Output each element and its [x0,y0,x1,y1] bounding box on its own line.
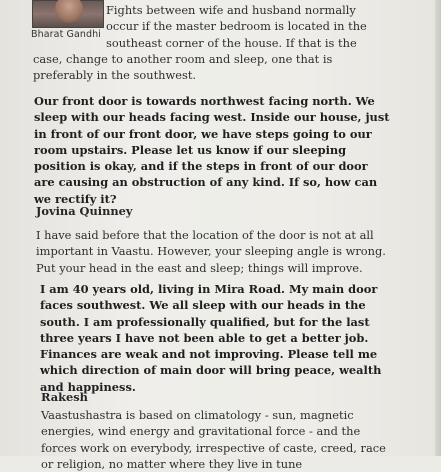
question3-line: and happiness. [40,379,136,394]
question3-line: south. I am professionally qualified, but for the last [40,314,370,329]
answer1-line: southeast corner of the house. If that is the [106,35,357,50]
answer1-line: occur if the master bedroom is located in the [106,19,367,34]
answer3-text [41,407,386,472]
answer1-line: preferably in the southwest. [33,68,197,83]
question3-line: three years I have not been able to get a better job. [40,330,369,345]
page-edge [435,0,441,456]
answer3-line: energies, wind energy and gravitational force - and the [41,424,361,439]
question2-line: sleep with our heads facing west. Inside our house, just [34,110,390,125]
author-caption: Bharat Gandhi [31,29,102,40]
question2-text [34,93,390,207]
answer1-rest [33,51,332,84]
question3-line: I am 40 years old, living in Mira Road. My main door [40,282,378,296]
question3-asker: Rakesh [41,390,88,404]
answer2-line: I have said before that the location of the door is not at all [36,228,374,242]
question3-line: which direction of main door will bring peace, wealth [40,363,382,378]
question3-line: Finances are weak and not improving. Please tell me [40,347,378,362]
answer2-text [36,227,386,276]
question2-line: are causing an obstruction of any kind. If so, how can [34,175,378,190]
question2-line: in front of our front door, we have steps going to our [34,126,372,141]
question2-line: position is okay, and if the steps in front of our door [34,159,368,174]
answer2-line: important in Vaastu. However, your sleeping angle is wrong. [36,244,386,259]
answer2-line: Put your head in the east and sleep; things will improve. [36,260,363,275]
answer3-line: or religion, no matter where they live in tune [41,456,303,471]
question2-asker: Jovina Quinney [36,204,133,218]
answer3-line: Vaastushastra is based on climatology - sun, magnetic [41,408,354,422]
answer1-line: case, change to another room and sleep, one that is [33,52,333,66]
question3-line: faces southwest. We all sleep with our heads in the [40,298,366,313]
question2-line: room upstairs. Please let us know if our sleeping [34,142,347,157]
answer3-line: forces work on everybody, irrespective of caste, creed, race [41,440,386,455]
author-photo [32,0,104,28]
question2-line: Our front door is towards northwest facing north. We [34,94,375,108]
question3-text [40,281,381,395]
answer1-line: Fights between wife and husband normally [106,3,356,17]
question2-line: we rectify it? [34,191,117,206]
author-face [55,0,83,23]
answer1-intro [106,2,367,51]
